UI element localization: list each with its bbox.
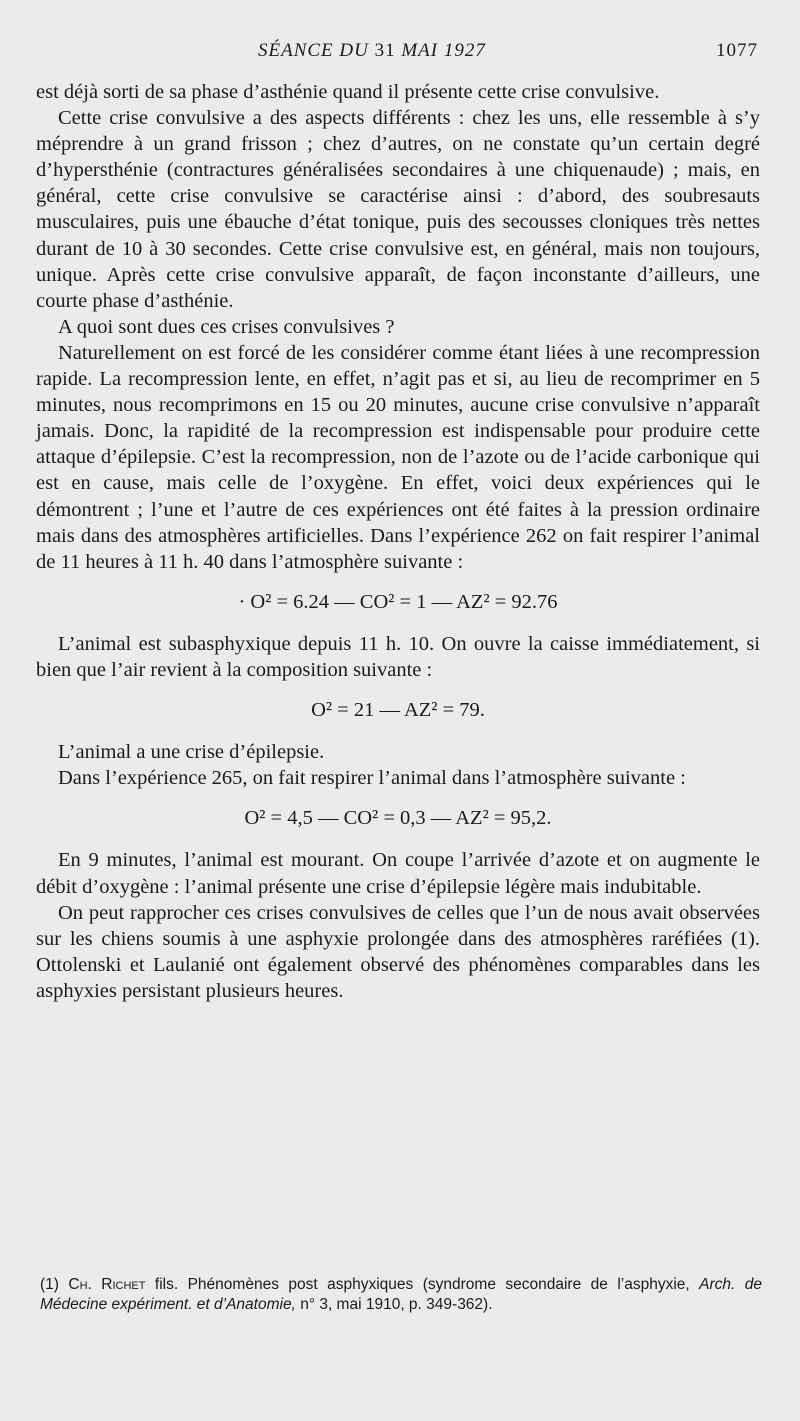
running-header xyxy=(0,40,800,64)
paragraph-2: Cette crise convulsive a des aspects différents : chez les uns, elle ressemble à s’y méprendre à un grand frisson ; chez d’autres, on ne constate qu’un certain degré d’hypersthénie (contractures généralisées secondaires à une chiquenaude) ; mais, en général, cette crise convulsive se caractérise ainsi : d’abord, des soubresauts musculaires, puis une ébauche d’état tonique, puis des secousses cloniques très nettes durant de 10 à 30 secondes. Cette crise convulsive est, en général, mais non toujours, unique. Après cette crise convulsive apparaît, de façon inconstante d’ailleurs, une courte phase d’asthénie. xyxy=(36,107,760,312)
footnote-author: Ch. Richet xyxy=(68,1276,146,1293)
formula-1: · O² = 6.24 — CO² = 1 — AZ² = 92.76 xyxy=(238,590,558,613)
page-number: 1077 xyxy=(716,40,758,61)
paragraph-4: Naturellement on est forcé de les considérer comme étant liées à une recompression rapide. La recompression lente, en effet, n’agit pas et si, au lieu de recomprimer en 5 minutes, nous recomprimons en 15 ou 20 minutes, aucune crise convulsive n’apparaît jamais. Donc, la rapidité de la recompression est indispensable pour produire cette attaque d’épilepsie. C’est la recompression, non de l’azote ou de l’acide carbonique qui est en cause, mais celle de l’oxygène. En effet, voici deux expériences qui le démontrent ; l’une et l’autre de ces expériences ont été faites à la pression ordinaire mais dans des atmosphères artificielles. Dans l’expérience 262 on fait respirer l’animal de 11 heures à 11 h. 40 dans l’atmosphère suivante : xyxy=(36,341,760,573)
paragraph-1: est déjà sorti de sa phase d’asthénie quand il présente cette crise convulsive. xyxy=(36,81,660,103)
paragraph-7: Dans l’expérience 265, on fait respirer l’animal dans l’atmosphère suivante : xyxy=(58,767,686,790)
footnote-text-1: fils. Phénomènes post asphyxiques (syndrome secondaire de l’asphyxie, xyxy=(145,1276,700,1293)
paragraph-8: En 9 minutes, l’animal est mourant. On coupe l’arrivée d’azote et on augmente le débit d’oxygène : l’animal présente une crise d’épilepsie légère mais indubitable. xyxy=(36,849,760,898)
footnote-journal: Arch. de Médecine expériment. et d’Anatomie, xyxy=(40,1276,762,1313)
paragraph-9: On peut rapprocher ces crises convulsives de celles que l’un de nous avait observées sur les chiens soumis à une asphyxie prolongée dans des atmosphères raréfiées (1). Ottolenski et Laulanié ont également observé des phénomènes comparables dans les asphyxies persistant plusieurs heures. xyxy=(36,901,760,1002)
paragraph-6: L’animal a une crise d’épilepsie. xyxy=(58,741,325,764)
paragraph-3: A quoi sont dues ces crises convulsives ? xyxy=(58,315,395,338)
formula-3: O² = 4,5 — CO² = 0,3 — AZ² = 95,2. xyxy=(244,807,552,830)
running-title-end: MAI 1927 xyxy=(395,40,486,61)
paragraph-5: L’animal est subasphyxique depuis 11 h. 10. On ouvre la caisse immédiatement, si bien que l’air revient à la composition suivante : xyxy=(36,632,760,681)
formula-2: O² = 21 — AZ² = 79. xyxy=(311,699,485,722)
running-title-start: SÉANCE DU xyxy=(258,40,375,61)
running-title xyxy=(258,40,486,62)
footnote xyxy=(40,1275,762,1315)
footnote-text-2: n° 3, mai 1910, p. 349-362). xyxy=(295,1296,493,1313)
footnote-marker: (1) xyxy=(40,1276,69,1293)
body-text xyxy=(36,79,760,1004)
running-title-day: 31 xyxy=(374,40,396,61)
